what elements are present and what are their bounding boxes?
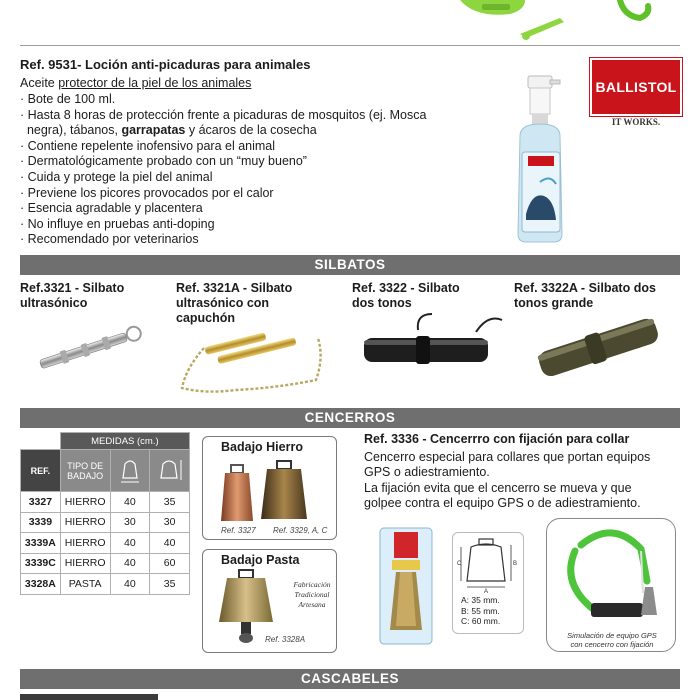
whistle-ultrasonic-image xyxy=(30,320,150,375)
badajo-hierro-box xyxy=(202,436,337,540)
caption-3329: Ref. 3329, A, C xyxy=(273,526,328,535)
bell-height-icon xyxy=(155,454,185,486)
cell-tipo: HIERRO xyxy=(60,512,110,533)
top-divider xyxy=(20,45,680,46)
spray-bottle-image xyxy=(510,74,590,244)
cencerros-table xyxy=(20,432,190,595)
brand-name: BALLISTOL xyxy=(595,79,677,95)
badajo-pasta-box xyxy=(202,549,337,653)
table-corner xyxy=(21,433,61,450)
cell-tipo: HIERRO xyxy=(60,553,110,574)
cell-ref: 3339A xyxy=(21,533,61,554)
bullet-text-after: y ácaros de la cosecha xyxy=(185,123,317,138)
desc-line: GPS o adiestramiento. xyxy=(364,465,490,480)
title-line: tonos grande xyxy=(514,296,594,310)
caption-line: Simulación de equipo GPS xyxy=(567,631,657,640)
cell-a: 40 xyxy=(110,574,150,595)
caption-3328a: Ref. 3328A xyxy=(265,635,306,644)
desc-line: Cencerro especial para collares que portan equipos xyxy=(364,450,651,464)
collar-bell-description xyxy=(364,450,684,512)
cell-tipo: HIERRO xyxy=(60,533,110,554)
stamp-line: Artesana xyxy=(298,600,326,609)
cell-b: 35 xyxy=(150,492,190,513)
cell-ref: 3328A xyxy=(21,574,61,595)
whistle-with-cap-image xyxy=(176,318,326,398)
title-line: Ref. 3321A - Silbato xyxy=(176,281,293,295)
caption-3327: Ref. 3327 xyxy=(221,526,256,535)
title-line: ultrasónico xyxy=(20,296,88,310)
dim-line: A: 35 mm. xyxy=(461,595,500,605)
product-title-3322 xyxy=(352,281,502,311)
bullet-item: · Cuida y protege la piel del animal xyxy=(20,169,213,184)
cell-b: 30 xyxy=(150,512,190,533)
gps-collar-image xyxy=(553,523,671,629)
bullet-item: · Bote de 100 ml. xyxy=(20,92,116,106)
table-header-medidas: MEDIDAS (cm.) xyxy=(60,433,189,450)
cell-a: 40 xyxy=(110,553,150,574)
bullet-item: · No influye en pruebas anti-doping xyxy=(20,216,215,231)
title-line: Ref.3321 - Silbato xyxy=(20,281,125,295)
artisan-stamp xyxy=(287,580,337,610)
table-header-height xyxy=(150,450,190,492)
desc-line: golpee contra el equipo GPS o de adiestramiento. xyxy=(364,496,641,511)
bell-dimension-icon xyxy=(457,535,519,593)
cell-b: 35 xyxy=(150,574,190,595)
bullet-text: negra), tábanos, xyxy=(20,123,122,138)
lotion-bullets xyxy=(20,92,490,248)
bullet-item: · Hasta 8 horas de protección frente a picaduras de mosquitos (ej. Mosca xyxy=(20,107,427,122)
title-line: Ref. 3322 - Silbato xyxy=(352,281,460,295)
bullet-item: · Dermatológicamente probado con un “muy bueno” xyxy=(20,154,307,169)
header-line: TIPO DE xyxy=(67,460,104,471)
bullet-item-continued xyxy=(20,123,490,139)
header-line: BADAJO xyxy=(67,470,104,481)
cell-ref: 3327 xyxy=(21,492,61,513)
bold-word: garrapatas xyxy=(121,123,186,138)
ballistol-logo xyxy=(590,58,682,116)
table-header-ref: REF. xyxy=(21,450,61,492)
cell-b: 60 xyxy=(150,553,190,574)
cell-a: 40 xyxy=(110,492,150,513)
dim-letter-a: A xyxy=(484,589,489,593)
dim-letter-c: C xyxy=(457,561,462,567)
badajo-hierro-title: Badajo Hierro xyxy=(221,440,303,454)
desc-line: La fijación evita que el cencerro se mueva y que xyxy=(364,480,632,495)
lotion-title: Ref. 9531- Loción anti-picaduras para animales xyxy=(20,57,311,72)
cell-ref: 3339 xyxy=(21,512,61,533)
caption-line: con cencerro con fijación xyxy=(570,640,654,649)
bullet-item: · Contiene repelente inofensivo para el animal xyxy=(20,138,276,153)
dim-line: B: 55 mm. xyxy=(461,605,500,616)
bullet-item: · Esencia agradable y placentera xyxy=(20,201,203,216)
whistle-two-tone-image xyxy=(358,310,508,370)
title-line: dos tonos xyxy=(352,296,412,310)
dimension-list xyxy=(461,595,500,627)
cell-b: 40 xyxy=(150,533,190,554)
section-header-cascabeles: CASCABELES xyxy=(20,669,680,689)
title-line: capuchón xyxy=(176,311,236,325)
lotion-subtitle-underlined: protector de la piel de los animales xyxy=(58,76,252,90)
whistle-two-tone-large-image xyxy=(526,303,666,378)
bullet-item: · Recomendado por veterinarios xyxy=(20,232,199,247)
badajo-pasta-title: Badajo Pasta xyxy=(221,553,300,567)
table-row xyxy=(21,492,190,513)
lotion-subtitle xyxy=(20,76,251,90)
section-header-cencerros: CENCERROS xyxy=(20,408,680,428)
blister-pack-image xyxy=(378,526,434,646)
cell-tipo: HIERRO xyxy=(60,492,110,513)
title-line: ultrasónico con xyxy=(176,296,270,310)
cell-tipo: PASTA xyxy=(60,574,110,595)
cell-a: 40 xyxy=(110,533,150,554)
bullet-item: · Previene los picores provocados por el calor xyxy=(20,185,274,200)
gps-caption xyxy=(547,631,677,649)
cut-off-table-header xyxy=(20,694,158,700)
cell-ref: 3339C xyxy=(21,553,61,574)
gps-simulation-box xyxy=(546,518,676,652)
table-row xyxy=(21,553,190,574)
title-line: Ref. 3322A - Silbato dos xyxy=(514,281,656,295)
bell-width-icon xyxy=(115,454,145,486)
table-header-width xyxy=(110,450,150,492)
table-row xyxy=(21,512,190,533)
section-header-silbatos: SILBATOS xyxy=(20,255,680,275)
stamp-line: Fabricación xyxy=(293,580,331,589)
brand-tagline: IT WORKS. xyxy=(611,117,661,127)
dim-letter-b: B xyxy=(513,561,518,567)
cell-a: 30 xyxy=(110,512,150,533)
dimension-diagram xyxy=(452,532,524,634)
table-header-tipo xyxy=(60,450,110,492)
table-row xyxy=(21,533,190,554)
dim-line: C: 60 mm. xyxy=(461,616,501,626)
lotion-subtitle-prefix: Aceite xyxy=(20,76,59,90)
table-row xyxy=(21,574,190,595)
iron-bells-image xyxy=(217,459,327,525)
product-title-3321 xyxy=(20,281,170,311)
top-product-image xyxy=(430,0,680,42)
stamp-line: Tradicional xyxy=(294,590,330,599)
collar-bell-title: Ref. 3336 - Cencerrro con fijación para collar xyxy=(364,432,630,446)
